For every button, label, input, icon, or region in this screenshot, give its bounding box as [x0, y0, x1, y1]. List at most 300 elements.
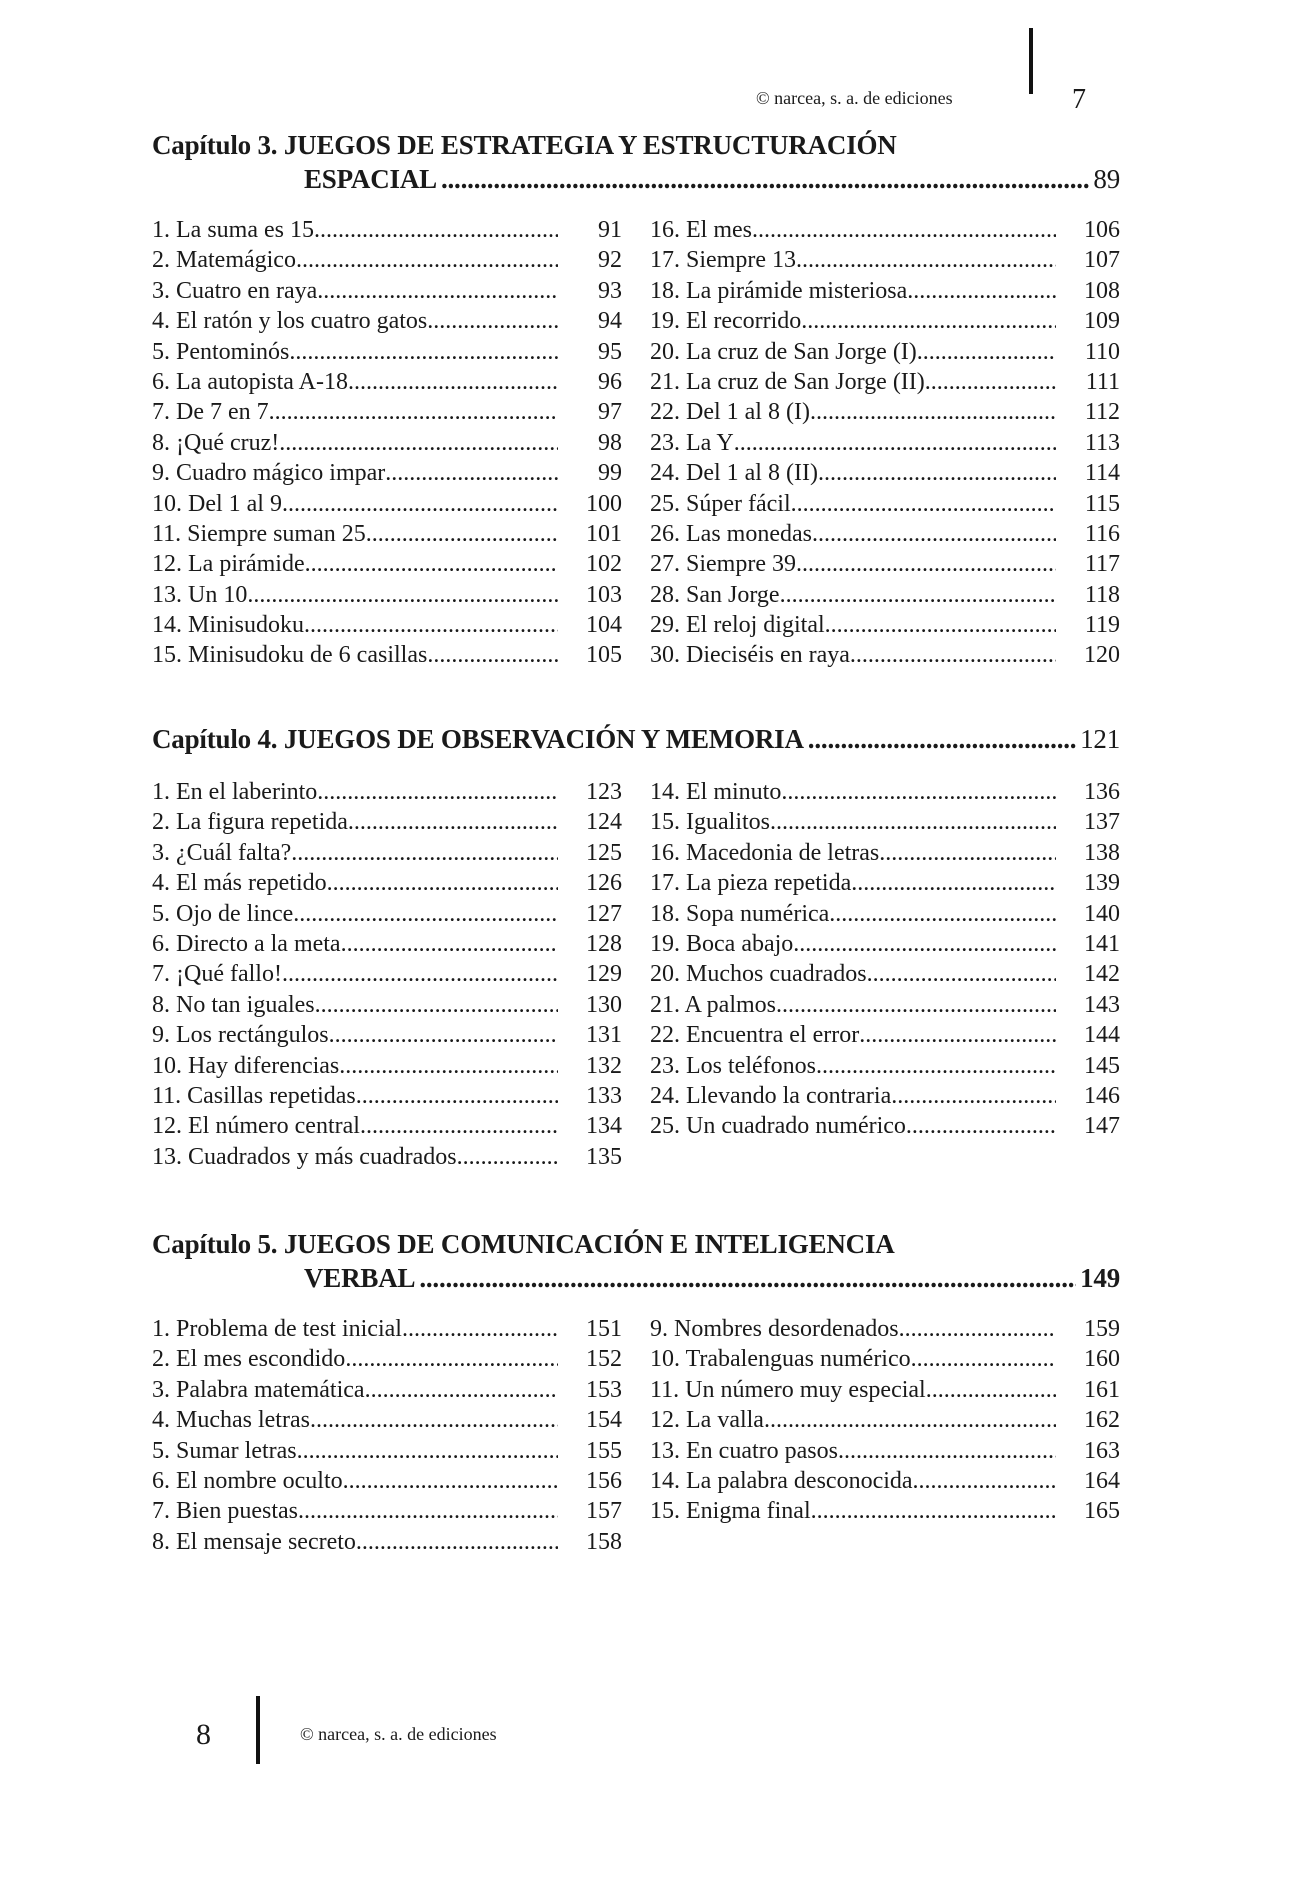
- entry-page-number: 105: [586, 642, 622, 669]
- leader-dots: [297, 1438, 558, 1465]
- leader-dots: [296, 247, 558, 274]
- leader-dots: [780, 582, 1056, 609]
- entry-label: 28. San Jorge: [650, 581, 780, 608]
- entry-page-number: 106: [1084, 217, 1120, 243]
- toc-entry: [650, 642, 1120, 672]
- entry-page-number: 156: [586, 1467, 622, 1494]
- entry-page-number: 153: [586, 1376, 622, 1403]
- entry-text: [650, 1498, 1056, 1525]
- entry-text: [152, 491, 558, 518]
- toc-entry: [152, 931, 622, 961]
- chapter-title: Capítulo 5. JUEGOS DE COMUNICACIÓN E INTELIGENCIA: [152, 1229, 895, 1259]
- entry-label: 19. El recorrido: [650, 308, 802, 335]
- entry-text: [650, 369, 1056, 396]
- entry-page-number: 103: [586, 581, 622, 608]
- leader-dots: [441, 162, 1089, 196]
- entry-label: 18. La pirámide misteriosa: [650, 277, 908, 304]
- entry-label: 9. Los rectángulos: [152, 1022, 329, 1049]
- toc-entry: [650, 1346, 1120, 1376]
- leader-dots: [770, 809, 1056, 836]
- footer-copyright: © narcea, s. a. de ediciones: [300, 1724, 497, 1744]
- entry-text: [152, 551, 558, 578]
- toc-entry: [650, 1316, 1120, 1346]
- entry-text: [650, 931, 1056, 958]
- entry-page-number: 125: [586, 839, 622, 866]
- toc-entry: [650, 1377, 1120, 1407]
- entry-page-number: 96: [598, 368, 622, 395]
- entry-text: [650, 992, 1056, 1019]
- chapter-title: Capítulo 3. JUEGOS DE ESTRATEGIA Y ESTRUCTURACIÓN: [152, 130, 897, 160]
- entry-text: [152, 1144, 558, 1171]
- entry-label: 3. Cuatro en raya: [152, 277, 318, 304]
- entry-page-number: 95: [598, 338, 622, 365]
- entry-page-number: 126: [586, 870, 622, 897]
- entry-page-number: 93: [598, 277, 622, 304]
- entry-label: 13. Cuadrados y más cuadrados: [152, 1143, 457, 1170]
- entry-label: 11. Casillas repetidas: [152, 1082, 356, 1109]
- leader-dots: [781, 779, 1056, 806]
- entry-label: 22. Encuentra el error: [650, 1022, 860, 1049]
- entry-page-number: 119: [1084, 612, 1120, 639]
- entry-text: [650, 1346, 1056, 1373]
- entry-text: [152, 1113, 558, 1140]
- entry-page-number: 139: [1084, 870, 1120, 897]
- chapter-3-entries: [152, 217, 1120, 673]
- entry-text: [650, 1083, 1056, 1110]
- entry-text: [650, 1022, 1056, 1049]
- entry-page-number: 107: [1084, 247, 1120, 274]
- toc-entry: [152, 521, 622, 551]
- leader-dots: [356, 1529, 558, 1556]
- leader-dots: [818, 460, 1056, 487]
- entry-text: [650, 551, 1056, 578]
- entry-text: [650, 491, 1056, 518]
- leader-dots: [269, 399, 558, 426]
- toc-entry: [152, 1529, 622, 1559]
- entry-page-number: 124: [586, 809, 622, 836]
- entry-page-number: 146: [1084, 1082, 1120, 1109]
- leader-dots: [356, 1083, 558, 1110]
- toc-entry: [152, 1316, 622, 1346]
- leader-dots: [867, 961, 1056, 988]
- entry-label: 12. La pirámide: [152, 551, 305, 578]
- toc-entry: [650, 1438, 1120, 1468]
- entry-page-number: 109: [1084, 308, 1120, 335]
- toc-entry: [650, 308, 1120, 338]
- leader-dots: [247, 582, 558, 609]
- entry-page-number: 134: [586, 1113, 622, 1140]
- leader-dots: [291, 840, 558, 867]
- leader-dots: [926, 1377, 1056, 1404]
- entry-text: [650, 1468, 1056, 1495]
- entry-text: [650, 278, 1056, 305]
- entry-text: [650, 809, 1056, 836]
- chapter-title-cont: ESPACIAL: [304, 164, 437, 194]
- leader-dots: [925, 369, 1056, 396]
- toc-entry: [152, 460, 622, 490]
- toc-entry: [650, 1083, 1120, 1113]
- toc-entry: [650, 460, 1120, 490]
- entry-label: 11. Siempre suman 25: [152, 520, 366, 547]
- toc-entry: [650, 278, 1120, 308]
- entry-label: 14. El minuto: [650, 779, 782, 805]
- entry-text: [152, 931, 558, 958]
- leader-dots: [427, 308, 558, 335]
- entry-page-number: 136: [1084, 779, 1120, 805]
- toc-entry: [152, 779, 622, 809]
- header-copyright: © narcea, s. a. de ediciones: [756, 88, 953, 108]
- entry-text: [152, 901, 558, 928]
- entry-text: [650, 779, 1056, 806]
- leader-dots: [348, 809, 558, 836]
- entries-left: [152, 1316, 622, 1559]
- entry-label: 22. Del 1 al 8 (I): [650, 399, 810, 426]
- entry-text: [650, 1407, 1056, 1434]
- toc-entry: [152, 642, 622, 672]
- entry-page-number: 127: [586, 900, 622, 927]
- leader-dots: [289, 339, 558, 366]
- entry-label: 21. A palmos: [650, 991, 777, 1018]
- entry-page-number: 116: [1084, 520, 1120, 547]
- entry-text: [152, 217, 558, 244]
- entry-text: [152, 1407, 558, 1434]
- toc-entry: [650, 339, 1120, 369]
- leader-dots: [907, 278, 1056, 305]
- entry-text: [152, 460, 558, 487]
- toc-entry: [152, 278, 622, 308]
- toc-entry: [152, 430, 622, 460]
- leader-dots: [279, 430, 558, 457]
- entry-text: [152, 1498, 558, 1525]
- leader-dots: [752, 217, 1056, 244]
- entry-label: 14. Minisudoku: [152, 612, 305, 639]
- entry-page-number: 140: [1084, 900, 1120, 927]
- toc-entry: [152, 369, 622, 399]
- entry-label: 1. Problema de test inicial: [152, 1316, 402, 1342]
- leader-dots: [310, 1407, 558, 1434]
- entry-label: 26. Las monedas: [650, 520, 812, 547]
- leader-dots: [825, 612, 1056, 639]
- leader-dots: [327, 870, 558, 897]
- toc-entry: [152, 308, 622, 338]
- leader-dots: [329, 1022, 558, 1049]
- leader-dots: [793, 931, 1056, 958]
- entry-text: [152, 399, 558, 426]
- entry-label: 5. Ojo de lince: [152, 900, 294, 927]
- leader-dots: [906, 1113, 1056, 1140]
- entry-label: 8. ¡Qué cruz!: [152, 429, 280, 456]
- toc-entry: [152, 870, 622, 900]
- entry-page-number: 133: [586, 1082, 622, 1109]
- entry-text: [650, 247, 1056, 274]
- entry-text: [152, 612, 558, 639]
- entry-text: [152, 642, 558, 669]
- leader-dots: [360, 1113, 558, 1140]
- entries-right: [650, 779, 1120, 1174]
- entry-page-number: 142: [1084, 961, 1120, 988]
- entry-text: [152, 840, 558, 867]
- entry-page-number: 101: [586, 520, 622, 547]
- toc-entry: [650, 961, 1120, 991]
- entry-text: [650, 399, 1056, 426]
- chapter-title-cont: VERBAL: [304, 1263, 416, 1293]
- footer-rule: [256, 1696, 260, 1764]
- entry-label: 16. Macedonia de letras: [650, 839, 880, 866]
- toc-entry: [152, 582, 622, 612]
- entry-page-number: 123: [586, 779, 622, 805]
- entry-label: 6. El nombre oculto: [152, 1467, 343, 1494]
- entry-page-number: 112: [1084, 399, 1120, 426]
- entry-text: [650, 217, 1056, 244]
- entry-page-number: 91: [598, 217, 622, 243]
- entry-label: 2. El mes escondido: [152, 1346, 346, 1373]
- entry-text: [650, 430, 1056, 457]
- toc-entry: [650, 1053, 1120, 1083]
- leader-dots: [317, 278, 558, 305]
- toc-entry: [650, 612, 1120, 642]
- entry-page-number: 145: [1084, 1052, 1120, 1079]
- entry-label: 7. Bien puestas: [152, 1498, 298, 1525]
- leader-dots: [796, 247, 1056, 274]
- entry-text: [650, 1377, 1056, 1404]
- entry-label: 6. La autopista A-18: [152, 368, 348, 395]
- entry-label: 1. En el laberinto: [152, 779, 318, 805]
- entry-text: [152, 1468, 558, 1495]
- entry-page-number: 100: [586, 490, 622, 517]
- entry-text: [152, 1053, 558, 1080]
- entry-page-number: 117: [1084, 551, 1120, 578]
- entry-page-number: 143: [1084, 991, 1120, 1018]
- entry-text: [152, 809, 558, 836]
- leader-dots: [343, 1468, 558, 1495]
- entry-page-number: 97: [598, 399, 622, 426]
- entry-label: 3. ¿Cuál falta?: [152, 839, 292, 866]
- toc-entry: [152, 1113, 622, 1143]
- entry-text: [650, 1113, 1056, 1140]
- entry-label: 2. Matemágico: [152, 247, 296, 274]
- entry-label: 6. Directo a la meta: [152, 930, 341, 957]
- entry-page-number: 159: [1084, 1316, 1120, 1342]
- entry-label: 23. La Y: [650, 429, 734, 456]
- leader-dots: [859, 1022, 1056, 1049]
- entry-text: [152, 870, 558, 897]
- entry-page-number: 115: [1084, 490, 1120, 517]
- entry-label: 9. Cuadro mágico impar: [152, 460, 386, 487]
- leader-dots: [365, 1377, 558, 1404]
- entry-text: [152, 1083, 558, 1110]
- leader-dots: [298, 1498, 558, 1525]
- entry-label: 17. Siempre 13: [650, 247, 796, 274]
- entry-text: [650, 1316, 1056, 1343]
- toc-entry: [650, 870, 1120, 900]
- entry-label: 10. Hay diferencias: [152, 1052, 340, 1079]
- entry-page-number: 161: [1084, 1376, 1120, 1403]
- entry-page-number: 158: [586, 1528, 622, 1555]
- entry-text: [650, 870, 1056, 897]
- entry-text: [152, 1438, 558, 1465]
- chapter-5-entries: [152, 1316, 1120, 1559]
- entry-label: 10. Del 1 al 9: [152, 490, 282, 517]
- entry-label: 7. De 7 en 7: [152, 399, 269, 426]
- entry-page-number: 120: [1084, 642, 1120, 669]
- entry-text: [152, 369, 558, 396]
- leader-dots: [917, 339, 1056, 366]
- entries-right: [650, 1316, 1120, 1559]
- chapter-5-heading: [152, 1227, 1120, 1295]
- entry-text: [152, 582, 558, 609]
- toc-entry: [650, 1407, 1120, 1437]
- leader-dots: [385, 460, 558, 487]
- toc-entry: [152, 491, 622, 521]
- entry-text: [650, 460, 1056, 487]
- leader-dots: [402, 1316, 558, 1343]
- entry-label: 12. La valla: [650, 1407, 764, 1434]
- toc-entry: [152, 961, 622, 991]
- leader-dots: [851, 870, 1056, 897]
- entry-text: [650, 339, 1056, 366]
- toc-entry: [152, 1438, 622, 1468]
- leader-dots: [764, 1407, 1056, 1434]
- entry-page-number: 118: [1084, 581, 1120, 608]
- entries-left: [152, 779, 622, 1174]
- toc-entry: [650, 992, 1120, 1022]
- entry-label: 3. Palabra matemática: [152, 1376, 365, 1403]
- leader-dots: [810, 399, 1056, 426]
- entry-label: 1. La suma es 15: [152, 217, 314, 243]
- entry-text: [650, 582, 1056, 609]
- toc-entry: [152, 809, 622, 839]
- entry-label: 25. Un cuadrado numérico: [650, 1113, 906, 1140]
- entry-label: 8. El mensaje secreto: [152, 1528, 356, 1555]
- entry-text: [650, 1053, 1056, 1080]
- leader-dots: [304, 612, 558, 639]
- leader-dots: [776, 992, 1056, 1019]
- toc-entry: [650, 1022, 1120, 1052]
- entry-page-number: 111: [1085, 368, 1120, 395]
- entry-label: 19. Boca abajo: [650, 930, 794, 957]
- entry-label: 10. Trabalenguas numérico: [650, 1346, 911, 1373]
- entry-text: [650, 521, 1056, 548]
- entry-label: 27. Siempre 39: [650, 551, 796, 578]
- leader-dots: [317, 779, 558, 806]
- entry-text: [650, 840, 1056, 867]
- entry-text: [152, 308, 558, 335]
- entry-page-number: 151: [586, 1316, 622, 1342]
- toc-entry: [152, 840, 622, 870]
- entry-text: [650, 901, 1056, 928]
- leader-dots: [293, 901, 558, 928]
- chapter-title: Capítulo 4. JUEGOS DE OBSERVACIÓN Y MEMORIA: [152, 724, 804, 754]
- toc-entry: [152, 247, 622, 277]
- toc-entry: [650, 931, 1120, 961]
- entry-label: 23. Los teléfonos: [650, 1052, 816, 1079]
- entry-page-number: 131: [586, 1022, 622, 1049]
- leader-dots: [850, 642, 1056, 669]
- toc-entry: [650, 551, 1120, 581]
- toc-entry: [152, 399, 622, 429]
- toc-entry: [152, 1346, 622, 1376]
- entry-page-number: 138: [1084, 839, 1120, 866]
- entry-page-number: 110: [1084, 338, 1120, 365]
- leader-dots: [314, 217, 558, 244]
- toc-entry: [650, 247, 1120, 277]
- entry-label: 4. Muchas letras: [152, 1407, 310, 1434]
- entry-page-number: 162: [1084, 1407, 1120, 1434]
- leader-dots: [899, 1316, 1056, 1343]
- leader-dots: [366, 521, 558, 548]
- toc-entry: [650, 430, 1120, 460]
- leader-dots: [791, 491, 1056, 518]
- entry-label: 24. Del 1 al 8 (II): [650, 460, 818, 487]
- entry-label: 16. El mes: [650, 217, 752, 243]
- entry-text: [650, 961, 1056, 988]
- entry-text: [152, 521, 558, 548]
- entry-label: 15. Enigma final: [650, 1498, 811, 1525]
- toc-entry: [152, 1377, 622, 1407]
- entry-label: 8. No tan iguales: [152, 991, 315, 1018]
- toc-entry: [152, 901, 622, 931]
- toc-entry: [152, 992, 622, 1022]
- entry-page-number: 165: [1084, 1498, 1120, 1525]
- entry-label: 29. El reloj digital: [650, 612, 825, 639]
- entries-right: [650, 217, 1120, 673]
- chapter-4-heading: [152, 722, 1120, 756]
- entry-text: [152, 278, 558, 305]
- entry-text: [650, 308, 1056, 335]
- entry-label: 25. Súper fácil: [650, 490, 791, 517]
- entry-page-number: 128: [586, 930, 622, 957]
- entry-page-number: 135: [586, 1143, 622, 1170]
- entry-text: [152, 1377, 558, 1404]
- entry-label: 24. Llevando la contraria: [650, 1082, 892, 1109]
- toc-entry: [152, 1053, 622, 1083]
- toc-entry: [152, 1498, 622, 1528]
- entry-label: 15. Minisudoku de 6 casillas: [152, 642, 428, 669]
- entry-text: [650, 1438, 1056, 1465]
- toc-entry: [650, 901, 1120, 931]
- chapter-page: 149: [1080, 1263, 1120, 1293]
- toc-entry: [650, 369, 1120, 399]
- entry-label: 12. El número central: [152, 1113, 360, 1140]
- chapter-page: 121: [1080, 724, 1120, 754]
- toc-entry: [650, 1113, 1120, 1143]
- leader-dots: [341, 931, 558, 958]
- entry-page-number: 164: [1084, 1467, 1120, 1494]
- toc-entry: [650, 491, 1120, 521]
- leader-dots: [457, 1144, 558, 1171]
- leader-dots: [838, 1438, 1056, 1465]
- leader-dots: [734, 430, 1056, 457]
- entry-label: 15. Igualitos: [650, 809, 770, 836]
- leader-dots: [829, 901, 1056, 928]
- leader-dots: [879, 840, 1056, 867]
- entry-page-number: 160: [1084, 1346, 1120, 1373]
- leader-dots: [427, 642, 558, 669]
- leader-dots: [345, 1346, 558, 1373]
- entry-label: 13. Un 10: [152, 581, 248, 608]
- toc-entry: [152, 217, 622, 247]
- entry-label: 4. El más repetido: [152, 870, 327, 897]
- entry-text: [152, 1346, 558, 1373]
- entry-text: [152, 1529, 558, 1556]
- entry-label: 5. Pentominós: [152, 338, 290, 365]
- chapter-3-heading: [152, 128, 1120, 196]
- entry-page-number: 144: [1084, 1022, 1120, 1049]
- entry-page-number: 99: [598, 460, 622, 487]
- entry-page-number: 129: [586, 961, 622, 988]
- entry-label: 18. Sopa numérica: [650, 900, 830, 927]
- toc-entry: [152, 1022, 622, 1052]
